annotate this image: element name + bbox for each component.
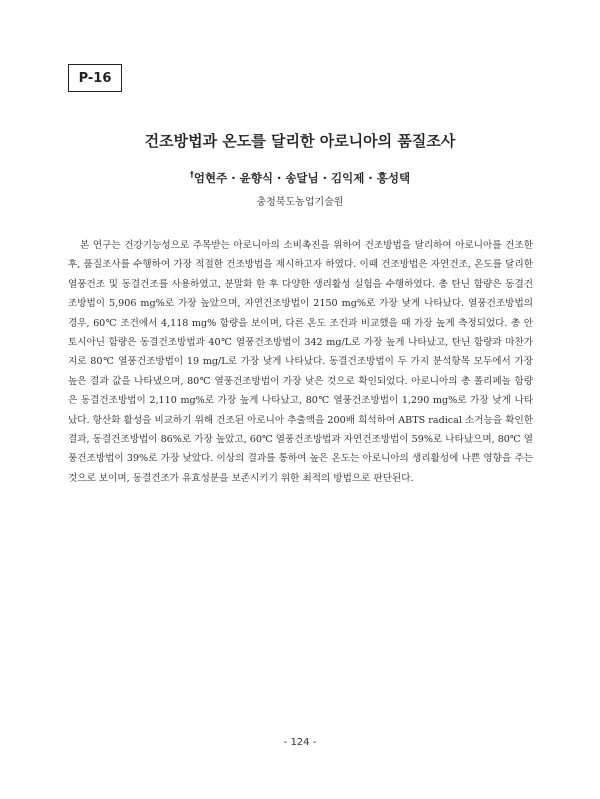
session-code-badge: P-16 xyxy=(68,64,122,92)
author-list xyxy=(0,170,600,186)
affiliation: 충청북도농업기술원 xyxy=(256,197,344,208)
page-number: - 124 - xyxy=(283,737,317,748)
abstract-body: 본 연구는 건강기능성으로 주목받는 아로니아의 소비촉진을 위하여 건조방법을 달리하여 아로니아를 건조한 후, 품질조사를 수행하여 가장 적절한 건조방법을 제시하고자 하였다. 이때 건조방법은 자연건조, 온도를 달리한 열풍건조 및 동결건조를 사용하였고, 분말화 한 후 다양한 생리활성 실험을 수행하였다. 총 탄닌 함량은 동결건조방법이 5,906 mg%로 가장 높았으며, 자연건조방법이 2150 mg%로 가장 낮게 나타났다. 열풍건조방법의 경우, 60℃ 조건에서 4,118 mg% 함량을 보이며, 다른 온도 조건과 비교했을 때 가장 높게 측정되었다. 총 안토시아닌 함량은 동결건조방법과 40℃ 열풍건조방법이 342 mg/L로 가장 높게 나타났고, 탄닌 함량과 마찬가지로 80℃ 열풍건조방법이 19 mg/L로 가장 낮게 나타났다. 동결건조방법이 두 가지 분석항목 모두에서 가장 높은 결과 값을 나타냈으며, 80℃ 열풍건조방법이 가장 낮은 것으로 확인되었다. 아로니아의 총 폴리페놀 함량은 동결건조방법이 2,110 mg%로 가장 높게 나타났고, 80℃ 열풍건조방법이 1,290 mg%로 가장 낮게 나타났다. 항산화 활성을 비교하기 위해 건조된 아로니아 추출액을 200배 희석하여 ABTS radical 소거능을 확인한 결과, 동결건조방법이 86%로 가장 높았고, 60℃ 열풍건조방법과 자연건조방법이 59%로 나타났으며, 80℃ 열풍건조방법이 39%로 가장 낮았다. 이상의 결과를 통하여 높은 온도는 아로니아의 생리활성에 나쁜 영향을 주는 것으로 보이며, 동결건조가 유효성분을 보존시키기 위한 최적의 방법으로 판단된다. xyxy=(68,240,533,484)
author-names: 엄현주 · 윤향식 · 송달님 · 김익제 · 홍성택 xyxy=(193,171,411,185)
paper-title: 건조방법과 온도를 달리한 아로니아의 품질조사 xyxy=(144,132,456,150)
corresponding-author-mark: † xyxy=(189,170,194,180)
